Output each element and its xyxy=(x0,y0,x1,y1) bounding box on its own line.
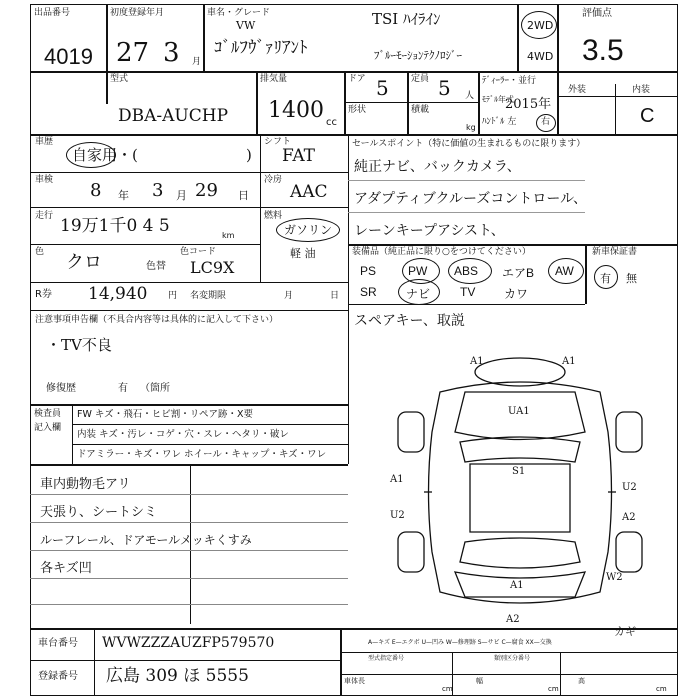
remark-4: 各キズ凹 xyxy=(40,561,92,576)
repair-label: 修復歴 xyxy=(46,383,76,394)
interior-grade: C xyxy=(640,105,655,127)
damage-code-legend: A—キズ E—エクボ U—凹み W—修理跡 S—サビ C—腐食 XX—交換 xyxy=(368,639,552,646)
color-label: 色 xyxy=(35,247,45,257)
mark-a1-front-left: A1 xyxy=(470,356,484,367)
model-year-label: ﾓﾃﾞﾙ年式 xyxy=(482,95,514,104)
divider xyxy=(478,71,480,134)
inspection-year: 8 xyxy=(90,180,102,201)
equip-leather: カワ xyxy=(504,287,529,301)
divider xyxy=(106,4,108,104)
divider xyxy=(30,494,348,495)
mark-w2-right-rear: W2 xyxy=(606,572,623,583)
repair-value: 有 xyxy=(118,383,128,394)
cooler-label: 冷房 xyxy=(264,175,283,185)
fuel-diesel: 軽 油 xyxy=(290,247,316,260)
mark-u2-left-door: U2 xyxy=(390,510,405,521)
name-change-day: 日 xyxy=(330,291,340,301)
inspector-label: 検査員 xyxy=(34,409,62,419)
cc-value: 1400 xyxy=(268,98,324,123)
color-code-label: 色コード xyxy=(180,247,217,257)
divider xyxy=(348,212,585,213)
import-label: ﾃﾞｨｰﾗｰ・並行 xyxy=(482,76,537,86)
notes-label: 注意事項申告欄（不具合内容等は具体的に記入して下さい） xyxy=(35,315,279,325)
chassis-number: WVWZZZAUZFP579570 xyxy=(102,635,275,651)
divider xyxy=(72,404,73,464)
doors-value: 5 xyxy=(376,76,389,100)
model-year-value: 2015年 xyxy=(505,97,552,112)
chassis-label: 車台番号 xyxy=(38,638,78,649)
reg-year: 27 xyxy=(116,38,150,68)
divider xyxy=(615,84,616,134)
score-label: 評価点 xyxy=(582,8,612,19)
mark-ua1-hood: UA1 xyxy=(508,406,530,417)
divider xyxy=(30,464,348,466)
mark-a1-trunk: A1 xyxy=(510,580,524,591)
exterior-label: 外装 xyxy=(568,85,587,95)
divider xyxy=(348,134,349,464)
divider xyxy=(30,134,678,136)
name-change-month: 月 xyxy=(284,291,294,301)
name-change-label: 名変期限 xyxy=(190,291,227,301)
equip-sr: SR xyxy=(360,285,377,299)
divider xyxy=(30,172,260,173)
key-stamp: カギ xyxy=(614,625,636,638)
lot-number: 4019 xyxy=(44,44,93,69)
divider xyxy=(340,652,678,653)
equip-abs: ABS xyxy=(454,264,479,278)
plate-number: 広島 309 ほ 5555 xyxy=(106,666,249,686)
equipment-extra: スペアキー、取説 xyxy=(354,313,465,329)
shift-label: シフト xyxy=(264,137,292,147)
check-row-interior: 内装 キズ・汚レ・コゲ・穴・スレ・ヘタリ・破レ xyxy=(77,429,289,440)
length-unit: cm xyxy=(442,685,453,693)
check-row-mirror-wheel: ドアミラー・キズ・ワレ ホイール・キャップ・キズ・ワレ xyxy=(77,449,327,460)
inspection-month: 3 xyxy=(152,180,164,201)
reg-month: 3 xyxy=(163,38,180,68)
warranty-circle xyxy=(594,265,618,289)
divider xyxy=(256,71,258,134)
equip-aw: AW xyxy=(555,264,574,278)
handle-label: ﾊﾝﾄﾞﾙ 左 xyxy=(482,117,517,127)
lot-label: 出品番号 xyxy=(34,8,71,18)
history-close: ) xyxy=(246,146,252,164)
divider xyxy=(30,628,678,630)
remark-3: ルーフレール、ドアモールメッキくすみ xyxy=(40,533,252,547)
cooler-value: AAC xyxy=(290,182,328,202)
notes-value: ・TV不良 xyxy=(46,336,112,354)
cc-label: 排気量 xyxy=(260,74,288,84)
mark-a2-rear: A2 xyxy=(506,614,520,625)
capacity-value: 5 xyxy=(438,76,451,100)
load-label: 積載 xyxy=(411,105,430,115)
color-code-value: LC9X xyxy=(190,258,235,277)
divider xyxy=(30,310,348,311)
model-label: 車名・グレード xyxy=(207,8,271,18)
divider xyxy=(585,244,587,304)
divider xyxy=(348,304,585,305)
divider xyxy=(557,96,678,97)
check-row-windshield: FW キズ・飛石・ヒビ割・リペア跡・X要 xyxy=(77,409,254,420)
sales-point-label: セールスポイント（特に価値の生まれるものに限ります） xyxy=(352,139,586,149)
handle-circle xyxy=(536,114,556,132)
sales-point-1: 純正ナビ、バックカメラ、 xyxy=(354,159,521,175)
divider xyxy=(260,207,348,208)
fuel-gasoline: ガソリン xyxy=(284,223,333,237)
divider xyxy=(203,4,205,71)
divider xyxy=(30,71,678,73)
capacity-unit: 人 xyxy=(465,91,475,101)
grade-name: TSI ﾊｲﾗｲﾝ xyxy=(372,10,441,28)
recycle-value: 14,940 xyxy=(88,284,148,304)
type-label: 型式 xyxy=(110,74,129,84)
color-change-label: 色替 xyxy=(146,261,166,272)
height-label: 高 xyxy=(578,677,585,685)
fuel-label: 燃料 xyxy=(264,211,283,221)
first-reg-label: 初度登録年月 xyxy=(110,8,165,18)
divider xyxy=(340,674,678,675)
mileage-label: 走行 xyxy=(35,211,54,221)
divider xyxy=(30,550,348,551)
inspection-day-unit: 日 xyxy=(238,189,249,202)
divider xyxy=(517,4,519,71)
score-value: 3.5 xyxy=(582,34,624,67)
height-unit: cm xyxy=(656,685,667,693)
divider xyxy=(30,522,348,523)
grade-sub: ﾌﾞﾙｰﾓｰｼｮﾝﾃｸﾉﾛｼﾞｰ xyxy=(374,49,462,62)
remark-2: 天張り、シートシミ xyxy=(40,505,158,520)
mark-a1-left-side: A1 xyxy=(390,474,404,485)
drive-2wd-circle xyxy=(521,11,557,39)
mileage-unit: km xyxy=(222,231,235,240)
month-unit: 月 xyxy=(192,57,202,67)
divider xyxy=(30,404,348,406)
interior-label: 内装 xyxy=(632,85,651,95)
inspection-day: 29 xyxy=(195,180,218,201)
divider xyxy=(30,244,260,245)
inspection-month-unit: 月 xyxy=(176,189,187,202)
model-maker: VW xyxy=(236,19,256,32)
abs-circle xyxy=(448,258,492,284)
shift-value: FAT xyxy=(282,146,316,166)
car-damage-diagram xyxy=(370,352,670,632)
type-value: DBA-AUCHP xyxy=(118,106,229,126)
divider xyxy=(30,578,348,579)
divider xyxy=(260,134,261,282)
divider xyxy=(557,4,559,134)
drive-4wd: 4WD xyxy=(527,50,554,63)
width-label: 幅 xyxy=(476,677,483,685)
divider xyxy=(30,207,260,208)
equip-airbag: エアB xyxy=(502,266,535,280)
load-unit: kg xyxy=(466,123,476,132)
history-label: 車歴 xyxy=(35,137,54,147)
length-label: 車体長 xyxy=(344,677,365,685)
divider xyxy=(344,102,478,103)
divider xyxy=(94,628,95,696)
divider xyxy=(260,172,348,173)
cc-unit: cc xyxy=(326,117,337,128)
mileage-value: 19万1千0 4 5 xyxy=(60,216,170,236)
equip-ps: PS xyxy=(360,264,377,278)
warranty-label: 新車保証書 xyxy=(592,247,638,257)
equipment-label: 装備品（純正品に限り○をつけてください） xyxy=(352,247,531,257)
sales-point-3: レーンキープアシスト、 xyxy=(354,223,505,239)
history-circle xyxy=(66,142,116,168)
fuel-circle xyxy=(276,218,340,242)
mark-a2-right-side: A2 xyxy=(622,512,636,523)
color-value: クロ xyxy=(66,252,102,273)
recycle-unit: 円 xyxy=(168,291,178,301)
equip-navi: ナビ xyxy=(406,287,431,301)
divider xyxy=(348,244,678,246)
shape-label: 形状 xyxy=(348,105,367,115)
remark-1: 車内動物毛アリ xyxy=(40,477,131,492)
plate-label: 登録番号 xyxy=(38,671,78,682)
repair-place: （箇所 xyxy=(140,383,170,394)
mark-s1-roof: S1 xyxy=(512,466,526,477)
warranty-yes: 有 xyxy=(600,273,611,285)
divider xyxy=(560,652,561,696)
warranty-no: 無 xyxy=(626,273,637,285)
equip-tv: TV xyxy=(460,285,476,299)
divider xyxy=(72,424,348,425)
handle-right: 右 xyxy=(541,117,551,127)
cert-number-label: 型式指定番号 xyxy=(368,655,405,662)
capacity-label: 定員 xyxy=(411,74,430,84)
mark-a1-front-right: A1 xyxy=(562,356,576,367)
divider xyxy=(30,282,348,283)
diagram-marks xyxy=(389,356,637,625)
divider xyxy=(30,604,348,605)
inspection-label: 車検 xyxy=(35,175,54,185)
recycle-label: R券 xyxy=(35,289,52,300)
history-value: 自家用・( xyxy=(72,146,138,164)
divider xyxy=(348,180,585,181)
inspector-entry-label: 記入欄 xyxy=(34,423,62,433)
divider xyxy=(30,660,340,661)
sales-point-2: アダプティブクルーズコントロール、 xyxy=(354,191,587,207)
drive-2wd: 2WD xyxy=(527,19,554,32)
navi-circle xyxy=(398,279,440,305)
divider xyxy=(340,628,342,696)
inspection-year-unit: 年 xyxy=(118,189,129,202)
class-number-label: 類別区分番号 xyxy=(494,655,531,662)
doors-label: ドア xyxy=(348,74,366,84)
aw-circle xyxy=(548,258,584,284)
model-name: ｺﾞﾙﾌｳﾞｧﾘｱﾝﾄ xyxy=(214,38,308,58)
equip-pw: PW xyxy=(408,264,428,278)
divider xyxy=(72,444,348,445)
mark-u2-right-door: U2 xyxy=(622,482,637,493)
width-unit: cm xyxy=(548,685,559,693)
